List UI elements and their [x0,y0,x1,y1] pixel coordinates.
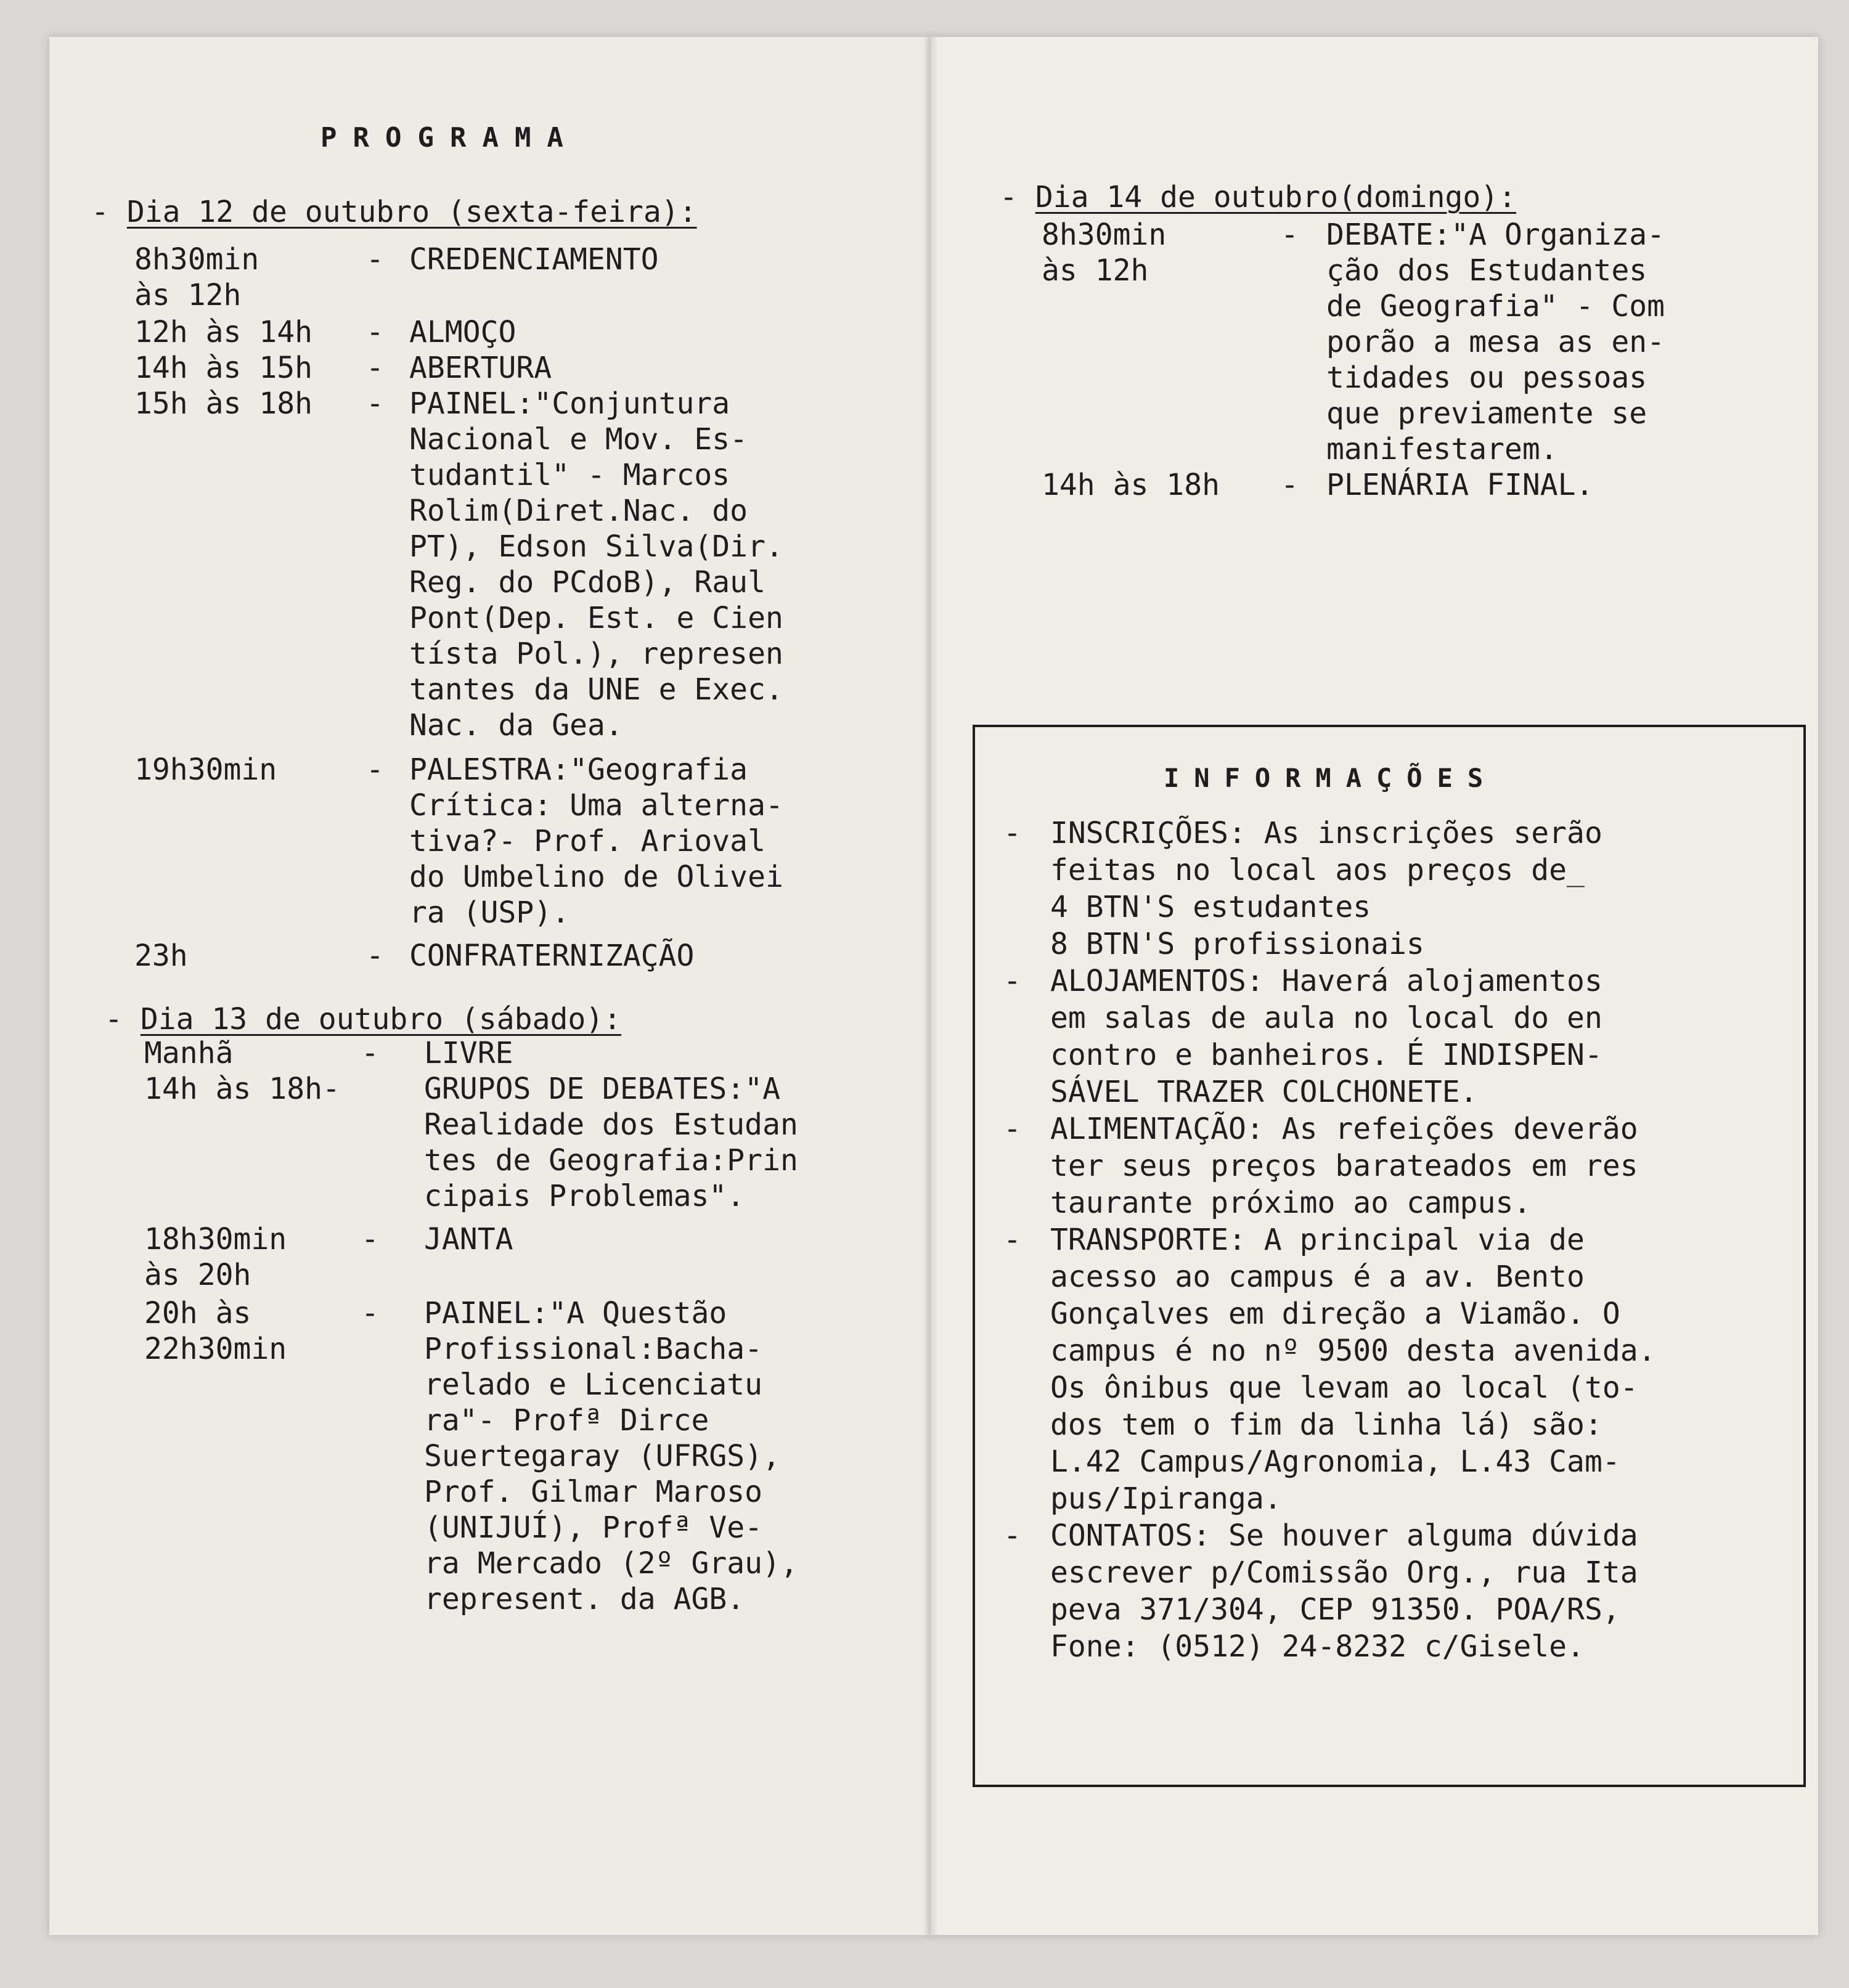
schedule-line: Nacional e Mov. Es- [409,422,748,457]
info-body [1050,815,1798,963]
schedule-line: GRUPOS DE DEBATES:"A [424,1072,780,1106]
schedule-line: PAINEL:"Conjuntura [409,386,730,421]
schedule-time: 14h às 18h- [144,1072,340,1106]
schedule-line: Rolim(Diret.Nac. do [409,494,748,528]
schedule-description [409,386,902,743]
schedule-line: Profissional:Bacha- [424,1332,763,1366]
schedule-time: 23h [134,939,188,973]
schedule-time: 18h30min às 20h [144,1222,287,1292]
schedule-description [409,314,902,350]
schedule-separator: - [1281,468,1299,502]
schedule-line: PALESTRA:"Geografia [409,752,748,787]
schedule-description [424,1035,917,1071]
info-dash: - [1003,1112,1021,1146]
info-line: ALOJAMENTOS: Haverá alojamentos [1050,964,1602,998]
info-line: dos tem o fim da linha lá) são: [1050,1407,1602,1442]
schedule-line: ABERTURA [409,351,552,385]
schedule-separator: - [1281,218,1299,252]
schedule-line: ra Mercado (2º Grau), [424,1546,798,1581]
info-line: INSCRIÇÕES: As inscrições serão [1050,816,1602,850]
info-dash: - [1003,816,1021,850]
info-body [1050,963,1798,1110]
schedule-line: ra (USP). [409,895,570,930]
info-line: Gonçalves em direção a Viamão. O [1050,1297,1620,1331]
schedule-time: 8h30min às 12h [134,242,259,312]
schedule-line: Prof. Gilmar Maroso [424,1475,763,1509]
schedule-separator: - [366,242,384,277]
schedule-line: relado e Licenciatu [424,1367,763,1402]
day12-dash: - [91,195,109,229]
info-line: peva 371/304, CEP 91350. POA/RS, [1050,1592,1620,1627]
info-line: Os ônibus que levam ao local (to- [1050,1371,1638,1405]
schedule-line: Suertegaray (UFRGS), [424,1439,780,1473]
schedule-line: Reg. do PCdoB), Raul [409,565,765,600]
schedule-line: tes de Geografia:Prin [424,1143,798,1178]
day14-dash: - [1000,180,1018,214]
schedule-line: represent. da AGB. [424,1582,745,1616]
schedule-line: DEBATE:"A Organiza- [1326,218,1665,252]
info-dash: - [1003,1223,1021,1257]
day12-heading-text: Dia 12 de outubro (sexta-feira): [126,195,697,229]
program-title: PROGRAMA [320,122,579,153]
center-fold [923,37,938,1935]
schedule-line: tidades ou pessoas [1326,361,1647,395]
schedule-time: 12h às 14h [134,315,312,349]
schedule-line: ção dos Estudantes [1326,253,1647,288]
schedule-description [1326,467,1819,503]
day12-heading [91,195,697,229]
schedule-line: tiva?- Prof. Arioval [409,824,765,858]
schedule-line: PLENÁRIA FINAL. [1326,468,1594,502]
schedule-separator: - [366,351,384,385]
schedule-line: CREDENCIAMENTO [409,242,659,277]
schedule-time: 8h30min às 12h [1042,218,1167,288]
schedule-separator: - [361,1036,379,1070]
schedule-line: PAINEL:"A Questão [424,1296,727,1330]
day14-heading-text: Dia 14 de outubro(domingo): [1035,180,1517,214]
schedule-line: tísta Pol.), represen [409,637,783,671]
info-line: ter seus preços barateados em res [1050,1149,1638,1183]
info-line: 8 BTN'S profissionais [1050,927,1424,961]
info-line: ALIMENTAÇÃO: As refeições deverão [1050,1112,1638,1146]
schedule-time: 19h30min [134,752,277,787]
info-line: pus/Ipiranga. [1050,1481,1282,1516]
schedule-description [424,1295,917,1617]
info-line: em salas de aula no local do en [1050,1001,1602,1035]
info-dash: - [1003,1518,1021,1553]
schedule-line: (UNIJUÍ), Profª Ve- [424,1510,763,1545]
info-line: feitas no local aos preços de_ [1050,853,1585,887]
info-line: campus é no nº 9500 desta avenida. [1050,1334,1656,1368]
schedule-description [409,350,902,386]
schedule-separator: - [366,315,384,349]
info-line: L.42 Campus/Agronomia, L.43 Cam- [1050,1444,1620,1479]
info-line: 4 BTN'S estudantes [1050,890,1371,924]
schedule-line: manifestarem. [1326,432,1558,466]
schedule-line: de Geografia" - Com [1326,289,1665,324]
schedule-line: ALMOÇO [409,315,516,349]
schedule-description [409,242,902,277]
info-line: taurante próximo ao campus. [1050,1186,1532,1220]
info-line: SÁVEL TRAZER COLCHONETE. [1050,1075,1478,1109]
schedule-line: tantes da UNE e Exec. [409,672,783,707]
schedule-separator: - [366,752,384,787]
schedule-line: Realidade dos Estudan [424,1107,798,1142]
schedule-line: do Umbelino de Olivei [409,860,783,894]
info-line: contro e banheiros. É INDISPEN- [1050,1038,1602,1072]
schedule-description [1326,217,1819,467]
info-title: INFORMAÇÕES [1164,763,1498,793]
schedule-time: 20h às 22h30min [144,1296,287,1366]
schedule-time: 14h às 15h [134,351,312,385]
info-body [1050,1517,1798,1665]
schedule-line: ra"- Profª Dirce [424,1403,709,1438]
schedule-separator: - [361,1222,379,1257]
schedule-line: tudantil" - Marcos [409,458,730,492]
schedule-line: que previamente se [1326,396,1647,431]
day14-heading [1000,180,1516,214]
day13-heading [105,1002,621,1037]
schedule-line: Nac. da Gea. [409,708,623,743]
info-body [1050,1110,1798,1221]
schedule-description [424,1071,917,1214]
info-line: Fone: (0512) 24-8232 c/Gisele. [1050,1629,1585,1664]
schedule-description [409,938,902,974]
schedule-line: Pont(Dep. Est. e Cien [409,601,783,635]
schedule-line: PT), Edson Silva(Dir. [409,529,783,564]
schedule-separator: - [366,939,384,973]
info-line: acesso ao campus é a av. Bento [1050,1260,1585,1294]
schedule-description [409,752,902,931]
day13-dash: - [105,1002,123,1037]
schedule-line: CONFRATERNIZAÇÃO [409,939,695,973]
schedule-separator: - [366,386,384,421]
schedule-line: Crítica: Uma alterna- [409,788,783,823]
schedule-line: cipais Problemas". [424,1179,745,1213]
info-body [1050,1221,1798,1517]
schedule-time: Manhã [144,1036,234,1070]
day13-heading-text: Dia 13 de outubro (sábado): [140,1002,622,1037]
schedule-time: 14h às 18h [1042,468,1220,502]
info-line: escrever p/Comissão Org., rua Ita [1050,1555,1638,1590]
schedule-time: 15h às 18h [134,386,312,421]
schedule-line: porão a mesa as en- [1326,325,1665,359]
info-line: CONTATOS: Se houver alguma dúvida [1050,1518,1638,1553]
schedule-line: JANTA [424,1222,513,1257]
schedule-separator: - [361,1296,379,1330]
info-dash: - [1003,964,1021,998]
info-line: TRANSPORTE: A principal via de [1050,1223,1585,1257]
schedule-description [424,1221,917,1257]
schedule-line: LIVRE [424,1036,513,1070]
